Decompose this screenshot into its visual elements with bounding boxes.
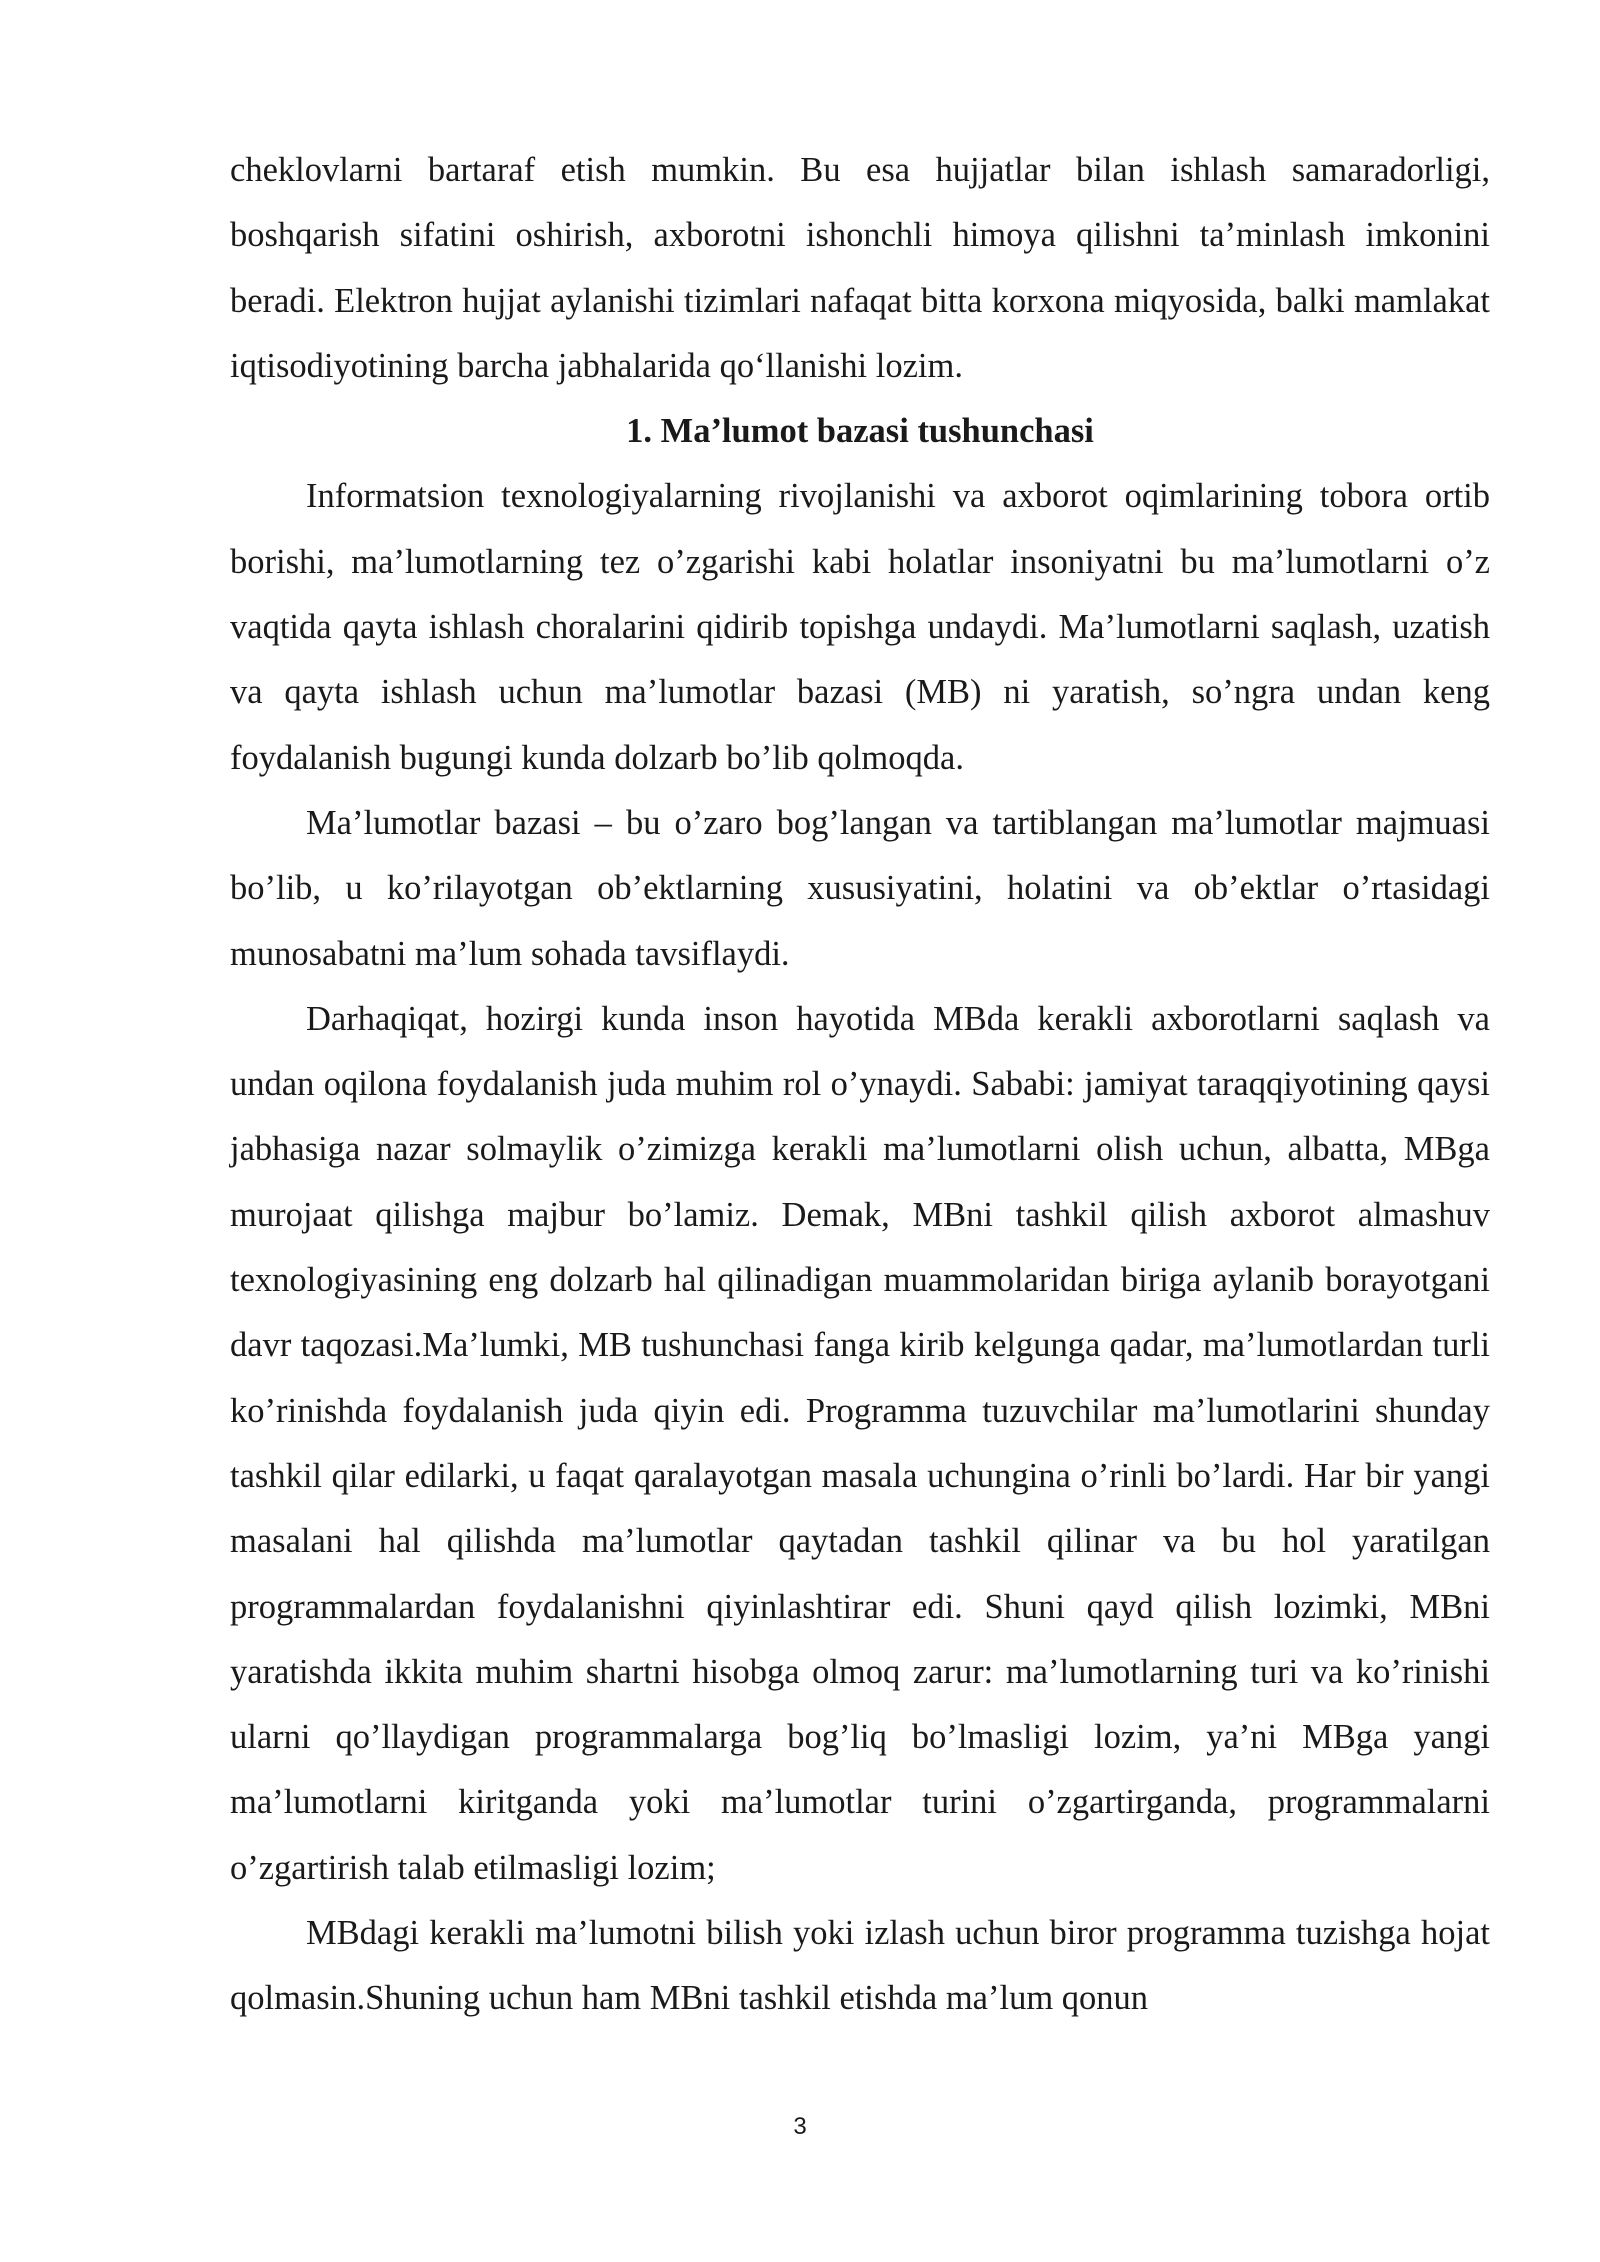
section-heading: 1. Ma’lumot bazasi tushunchasi	[626, 412, 1094, 451]
paragraph-database-importance: Darhaqiqat, hozirgi kunda inson hayotida MBda kerakli axborotlarni saqlash va undan oqilona foydalanish juda muhim rol o’ynaydi. Sababi: jamiyat taraqqiyotining qaysi jabhasiga nazar solmaylik o’zimizga kerakli ma’lumotlarni olish uchun, albatta, MBga murojaat qilishga majbur bo’lamiz. Demak, MBni tashkil qilish axborot almashuv texnologiyasining eng dolzarb hal qilinadigan muammolaridan biriga aylanib borayotgani davr taqozasi.Ma’lumki, MB tushunchasi fanga kirib kelgunga qadar, ma’lumotlardan turli ko’rinishda foydalanish juda qiyin edi. Programma tuzuvchilar ma’lumotlarini shunday tashkil qilar edilarki, u faqat qaralayotgan masala uchungina o’rinli bo’lardi. Har bir yangi masalani hal qilishda ma’lumotlar qaytadan tashkil qilinar va bu hol yaratilgan programmalardan foydalanishni qiyinlashtirar edi. Shuni qayd qilish lozimki, MBni yaratishda ikkita muhim shartni hisobga olmoq zarur: ma’lumotlarning turi va ko’rinishi ularni qo’llaydigan programmalarga bog’liq bo’lmasligi lozim, ya’ni MBga yangi ma’lumotlarni kiritganda yoki ma’lumotlar turini o’zgartirganda, programmalarni o’zgartirish talab etilmasligi lozim;	[230, 999, 1490, 1887]
paragraph-information-technology: Informatsion texnologiyalarning rivojlanishi va axborot oqimlarining tobora ortib borishi, ma’lumotlarning tez o’zgarishi kabi holatlar insoniyatni bu ma’lumotlarni o’z vaqtida qayta ishlash choralarini qidirib topishga undaydi. Ma’lumotlarni saqlash, uzatish va qayta ishlash uchun ma’lumotlar bazasi (MB) ni yaratish, so’ngra undan keng foydalanish bugungi kunda dolzarb bo’lib qolmoqda.	[230, 477, 1490, 777]
page-number: 3	[793, 2113, 807, 2140]
paragraph-database-search: MBdagi kerakli ma’lumotni bilish yoki izlash uchun biror programma tuzishga hojat qolmasin.Shuning uchun ham MBni tashkil etishda ma’lum qonun	[230, 1914, 1490, 2018]
body-text	[230, 138, 1490, 2032]
paragraph-continuation: cheklovlarni bartaraf etish mumkin. Bu esa hujjatlar bilan ishlash samaradorligi, boshqarish sifatini oshirish, axborotni ishonchli himoya qilishni taʼminlash imkonini beradi. Elektron hujjat aylanishi tizimlari nafaqat bitta korxona miqyosida, balki mamlakat iqtisodiyotining barcha jabhalarida qoʻllanishi lozim.	[230, 151, 1490, 385]
paragraph-database-definition: Ma’lumotlar bazasi – bu o’zaro bog’langan va tartiblangan ma’lumotlar majmuasi bo’lib, u ko’rilayotgan ob’ektlarning xususiyatini, holatini va ob’ektlar o’rtasidagi munosabatni ma’lum sohada tavsiflaydi.	[230, 803, 1490, 973]
